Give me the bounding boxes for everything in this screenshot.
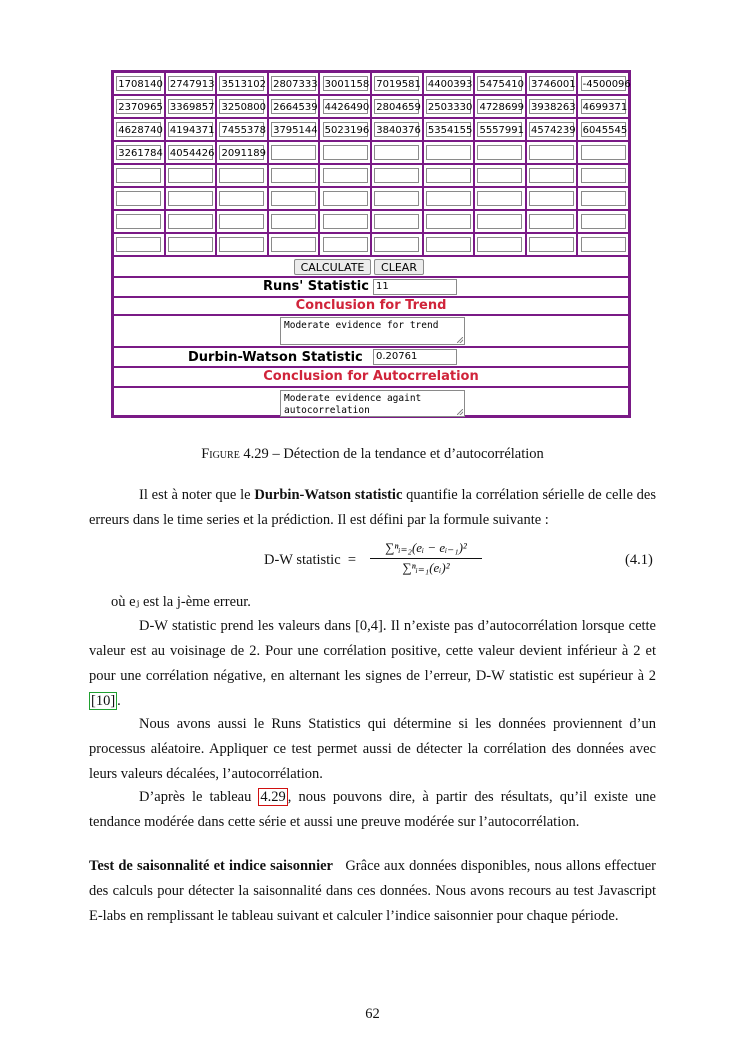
grid-cell xyxy=(475,211,527,232)
grid-cell xyxy=(166,119,218,140)
grid-input[interactable] xyxy=(529,237,574,252)
grid-row xyxy=(114,165,628,188)
trend-conclusion-text: Moderate evidence for trend xyxy=(284,320,439,331)
grid-row xyxy=(114,96,628,119)
grid-input[interactable]: 4426490 xyxy=(323,99,368,114)
dw-row xyxy=(114,348,628,368)
grid-input[interactable] xyxy=(219,168,264,183)
grid-cell xyxy=(372,188,424,209)
grid-cell xyxy=(114,119,166,140)
grid-input[interactable]: 3250800 xyxy=(219,99,264,114)
grid-cell xyxy=(320,211,372,232)
para4-after: , nous pouvons dire, à partir des résultats, qu’il existe une tendance modérée dans cette série et aussi une preuve modérée sur l’autocorrélation. xyxy=(89,789,656,830)
autocorr-conclusion-text: Moderate evidence againt autocorrelation xyxy=(284,393,422,416)
grid-cell xyxy=(269,211,321,232)
runs-value-field[interactable]: 11 xyxy=(373,279,457,295)
grid-input[interactable]: 4574239 xyxy=(529,122,574,137)
grid-input[interactable]: 3746001 xyxy=(529,76,574,91)
section-seasonality xyxy=(89,854,656,929)
page-number: 62 xyxy=(365,1006,380,1022)
grid-cell xyxy=(578,211,628,232)
trend-conclusion-label: Conclusion for Trend xyxy=(295,298,447,313)
grid-cell xyxy=(166,211,218,232)
clear-button[interactable]: CLEAR xyxy=(374,259,424,275)
grid-row xyxy=(114,188,628,211)
citation-link[interactable]: [10] xyxy=(91,693,116,709)
grid-input[interactable]: 3369857 xyxy=(168,99,213,114)
grid-cell xyxy=(114,165,166,186)
grid-row xyxy=(114,142,628,165)
para2-end: . xyxy=(117,693,121,709)
trend-conclusion-textarea[interactable] xyxy=(280,317,465,345)
grid-cell xyxy=(527,165,579,186)
grid-input[interactable] xyxy=(426,237,471,252)
grid-cell xyxy=(578,234,628,255)
grid-input[interactable] xyxy=(477,191,522,206)
grid-input[interactable]: 5354155 xyxy=(426,122,471,137)
grid-input[interactable] xyxy=(529,214,574,229)
grid-input[interactable] xyxy=(581,214,626,229)
autocorr-conclusion-row xyxy=(114,368,628,388)
grid-input[interactable]: 2370965 xyxy=(116,99,161,114)
grid-cell xyxy=(217,96,269,117)
grid-input[interactable] xyxy=(581,237,626,252)
dw-label: Durbin-Watson Statistic xyxy=(188,350,363,365)
grid-cell xyxy=(372,165,424,186)
calculator-figure xyxy=(111,70,631,418)
grid-cell xyxy=(269,234,321,255)
grid-cell xyxy=(166,188,218,209)
grid-input[interactable] xyxy=(581,145,626,160)
grid-input[interactable] xyxy=(168,191,213,206)
equation-denominator: ∑ⁿᵢ₌₁(eᵢ)² xyxy=(402,560,450,575)
buttons-row xyxy=(114,257,628,278)
grid-input[interactable]: 6045545 xyxy=(581,122,626,137)
calculate-button[interactable]: CALCULATE xyxy=(294,259,371,275)
grid-input[interactable]: 3795144 xyxy=(271,122,316,137)
grid-cell xyxy=(372,96,424,117)
grid-cell xyxy=(114,234,166,255)
grid-input[interactable] xyxy=(116,214,161,229)
grid-cell xyxy=(166,96,218,117)
grid-input[interactable]: 4699371 xyxy=(581,99,626,114)
trend-text-row xyxy=(114,316,628,348)
grid-cell xyxy=(527,96,579,117)
grid-cell xyxy=(320,73,372,94)
grid-input[interactable]: 5557991 xyxy=(477,122,522,137)
grid-row xyxy=(114,211,628,234)
grid-cell xyxy=(578,165,628,186)
grid-input[interactable]: 4628740 xyxy=(116,122,161,137)
grid-cell xyxy=(269,188,321,209)
grid-input[interactable] xyxy=(168,214,213,229)
grid-cell xyxy=(424,211,476,232)
grid-input[interactable] xyxy=(116,191,161,206)
grid-cell xyxy=(578,96,628,117)
grid-input[interactable] xyxy=(323,145,368,160)
grid-cell xyxy=(269,96,321,117)
para1-before: Il est à noter que le xyxy=(139,487,255,503)
grid-input[interactable]: 2664539 xyxy=(271,99,316,114)
grid-cell xyxy=(527,188,579,209)
runs-label: Runs' Statistic xyxy=(263,279,369,294)
grid-input[interactable] xyxy=(477,168,522,183)
grid-input[interactable]: 3840376 xyxy=(374,122,419,137)
grid-cell xyxy=(217,142,269,163)
figure-caption-text: – Détection de la tendance et d’autocorrélation xyxy=(272,446,544,462)
grid-input[interactable]: 3001158 xyxy=(323,76,368,91)
grid-cell xyxy=(320,234,372,255)
grid-cell xyxy=(114,188,166,209)
grid-input[interactable]: 4400393 xyxy=(426,76,471,91)
resize-grip-icon[interactable] xyxy=(457,337,463,343)
grid-cell xyxy=(269,73,321,94)
section-heading: Test de saisonnalité et indice saisonnier xyxy=(89,858,333,874)
grid-cell xyxy=(578,119,628,140)
grid-cell xyxy=(372,119,424,140)
grid-input[interactable] xyxy=(374,214,419,229)
para4-before: D’après le tableau xyxy=(139,789,259,805)
grid-cell xyxy=(578,142,628,163)
grid-cell xyxy=(475,96,527,117)
grid-input[interactable] xyxy=(116,237,161,252)
grid-row xyxy=(114,119,628,142)
grid-cell xyxy=(269,119,321,140)
grid-cell xyxy=(217,234,269,255)
grid-input[interactable] xyxy=(323,191,368,206)
grid-input[interactable] xyxy=(168,168,213,183)
grid-cell xyxy=(320,165,372,186)
grid-cell xyxy=(372,234,424,255)
grid-input[interactable] xyxy=(529,191,574,206)
grid-input[interactable]: 2503330 xyxy=(426,99,471,114)
grid-input[interactable]: 5475410 xyxy=(477,76,522,91)
grid-input[interactable] xyxy=(581,191,626,206)
grid-input[interactable]: 2807333 xyxy=(271,76,316,91)
grid-input[interactable] xyxy=(426,214,471,229)
grid-input[interactable] xyxy=(271,237,316,252)
grid-input[interactable] xyxy=(426,191,471,206)
grid-input[interactable] xyxy=(271,145,316,160)
equation-label: D-W statistic = xyxy=(264,552,357,568)
grid-input[interactable] xyxy=(271,168,316,183)
grid-cell xyxy=(372,73,424,94)
grid-input[interactable]: 1708140 xyxy=(116,76,161,91)
grid-cell xyxy=(217,73,269,94)
grid-cell xyxy=(114,73,166,94)
equation-fraction xyxy=(370,540,482,576)
grid-cell xyxy=(424,234,476,255)
grid-cell xyxy=(166,165,218,186)
grid-cell xyxy=(114,96,166,117)
data-grid xyxy=(114,73,631,257)
grid-cell xyxy=(114,211,166,232)
grid-cell xyxy=(527,234,579,255)
autocorr-conclusion-label: Conclusion for Autocrrelation xyxy=(263,369,479,384)
runs-row xyxy=(114,278,628,298)
grid-input[interactable] xyxy=(219,237,264,252)
resize-grip-icon[interactable] xyxy=(457,409,463,415)
grid-cell xyxy=(217,165,269,186)
grid-input[interactable] xyxy=(116,168,161,183)
grid-cell xyxy=(166,234,218,255)
paragraph-conclusion xyxy=(89,785,656,835)
grid-cell xyxy=(320,119,372,140)
grid-cell xyxy=(166,142,218,163)
grid-input[interactable] xyxy=(374,145,419,160)
grid-cell xyxy=(424,165,476,186)
grid-input[interactable]: 7019581 xyxy=(374,76,419,91)
grid-input[interactable] xyxy=(323,168,368,183)
grid-input[interactable] xyxy=(323,214,368,229)
grid-input[interactable]: 3938263 xyxy=(529,99,574,114)
grid-cell xyxy=(527,142,579,163)
grid-input[interactable] xyxy=(426,145,471,160)
grid-cell xyxy=(372,211,424,232)
grid-cell xyxy=(424,188,476,209)
para2-text: D-W statistic prend les valeurs dans [0,4]. Il n’existe pas d’autocorrélation lorsque cette valeur est au voisinage de 2. Pour une corrélation positive, cette valeur devient inférieur à 2 et pour une corrélation négative, en alternant les signes de l’erreur, D-W statistic est supérieur à 2 xyxy=(89,618,656,684)
grid-input[interactable] xyxy=(581,168,626,183)
grid-input[interactable] xyxy=(477,214,522,229)
grid-input[interactable] xyxy=(477,237,522,252)
paragraph-dw-range xyxy=(89,614,656,714)
grid-cell xyxy=(320,142,372,163)
equation-numerator: ∑ⁿᵢ₌₂(eᵢ − eᵢ₋₁)² xyxy=(370,540,482,559)
paragraph-dw-intro xyxy=(89,483,656,533)
grid-cell xyxy=(320,188,372,209)
equation-number: (4.1) xyxy=(625,552,653,568)
para1-after: quantifie la corrélation sérielle de celle des erreurs dans le time series et la prédiction. Il est défini par la formule suivante : xyxy=(89,487,657,528)
grid-cell xyxy=(114,142,166,163)
grid-input[interactable] xyxy=(168,237,213,252)
grid-row xyxy=(114,234,628,257)
equation-4-1 xyxy=(0,540,745,586)
grid-cell xyxy=(475,188,527,209)
grid-cell xyxy=(217,211,269,232)
trend-conclusion-row xyxy=(114,298,628,316)
grid-cell xyxy=(217,119,269,140)
grid-cell xyxy=(424,119,476,140)
grid-input[interactable]: 3261784 xyxy=(116,145,161,160)
grid-input[interactable]: 5023196 xyxy=(323,122,368,137)
grid-cell xyxy=(475,142,527,163)
grid-input[interactable]: 7455378 xyxy=(219,122,264,137)
figure-label: Figure 4.29 xyxy=(201,446,269,462)
grid-cell xyxy=(166,73,218,94)
grid-cell xyxy=(372,142,424,163)
grid-cell xyxy=(527,119,579,140)
grid-input[interactable] xyxy=(374,237,419,252)
grid-cell xyxy=(475,165,527,186)
grid-input[interactable] xyxy=(529,168,574,183)
grid-input[interactable] xyxy=(477,145,522,160)
grid-cell xyxy=(424,96,476,117)
figure-ref-link[interactable]: 4.29 xyxy=(260,789,286,805)
grid-cell xyxy=(475,73,527,94)
autocorr-conclusion-textarea[interactable] xyxy=(280,390,465,417)
dw-value-field[interactable]: 0.20761 xyxy=(373,349,457,365)
grid-input[interactable]: 4194371 xyxy=(168,122,213,137)
grid-input[interactable]: 3513102 xyxy=(219,76,264,91)
grid-input[interactable]: 2091189 xyxy=(219,145,264,160)
grid-input[interactable] xyxy=(219,191,264,206)
grid-input[interactable] xyxy=(529,145,574,160)
grid-input[interactable] xyxy=(374,168,419,183)
figure-caption xyxy=(0,446,745,463)
para1-bold: Durbin-Watson statistic xyxy=(254,487,403,503)
grid-row xyxy=(114,73,631,96)
grid-input[interactable] xyxy=(271,191,316,206)
grid-cell xyxy=(424,73,476,94)
grid-cell xyxy=(475,234,527,255)
grid-input[interactable] xyxy=(271,214,316,229)
grid-input[interactable] xyxy=(426,168,471,183)
grid-cell xyxy=(320,96,372,117)
grid-input[interactable]: 2747913 xyxy=(168,76,213,91)
grid-input[interactable]: -4500096 xyxy=(581,76,626,91)
grid-input[interactable]: 2804659 xyxy=(374,99,419,114)
grid-input[interactable]: 4054426 xyxy=(168,145,213,160)
section-text: Grâce aux données disponibles, nous allons effectuer des calculs pour détecter la saisonnalité dans ces données. Nous avons recours au test Javascript E-labs en remplissant le tableau suivant et calculer l’indice saisonnier pour chaque période. xyxy=(89,858,657,924)
grid-cell xyxy=(269,142,321,163)
grid-input[interactable]: 4728699 xyxy=(477,99,522,114)
grid-cell xyxy=(527,211,579,232)
grid-input[interactable] xyxy=(219,214,264,229)
grid-cell xyxy=(269,165,321,186)
where-line: où eⱼ est la j-ème erreur. xyxy=(111,594,251,610)
grid-cell xyxy=(475,119,527,140)
grid-cell xyxy=(578,73,631,94)
grid-cell xyxy=(527,73,579,94)
paragraph-runs: Nous avons aussi le Runs Statistics qui détermine si les données proviennent d’un processus aléatoire. Appliquer ce test permet aussi de détecter la corrélation des données avec leurs valeurs décalées, l’autocorrélation. xyxy=(89,716,656,782)
grid-cell xyxy=(424,142,476,163)
grid-input[interactable] xyxy=(374,191,419,206)
grid-input[interactable] xyxy=(323,237,368,252)
grid-cell xyxy=(217,188,269,209)
grid-cell xyxy=(578,188,628,209)
